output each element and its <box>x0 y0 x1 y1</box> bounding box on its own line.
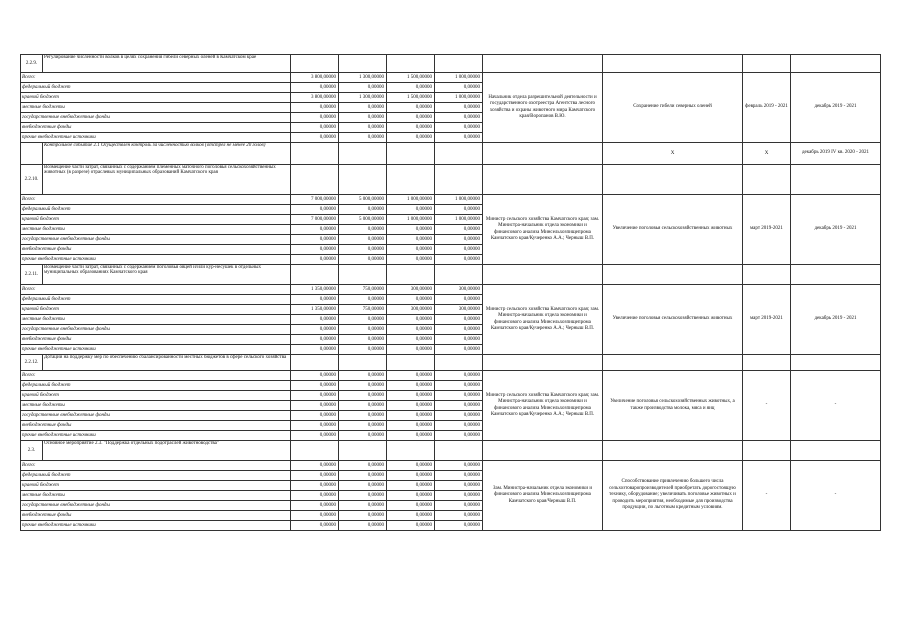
document-page <box>20 54 880 531</box>
control-x-cell: X <box>603 143 743 165</box>
cell-2021: 0,00000 <box>435 245 483 255</box>
block-title: Регулирование численности волков в целях сохранения гибели северных оленей в Камчатском крае <box>43 55 291 73</box>
cell-2020: 0,00000 <box>387 511 435 521</box>
row-label: Всего: <box>21 285 291 295</box>
cell-2019: 0,00000 <box>339 245 387 255</box>
executor-cell: Министр сельского хозяйства Камчатского края; зам. Министра-начальник отдела экономики и финансового анализа Минсельхозпищепрома Камчатского края/Кучеренко А.А.; Черныш В.П. <box>483 285 603 355</box>
block-code: 2.2.11. <box>21 265 43 285</box>
cell-2020: 0,00000 <box>387 325 435 335</box>
cell-2021: 0,00000 <box>435 225 483 235</box>
cell-2019: 0,00000 <box>339 295 387 305</box>
cell-2021: 0,00000 <box>435 501 483 511</box>
cell-2019: 0,00000 <box>339 335 387 345</box>
cell-2019: 0,00000 <box>339 255 387 265</box>
cell-2019: 0,00000 <box>339 113 387 123</box>
cell-2019: 0,00000 <box>339 511 387 521</box>
cell-2021: 0,00000 <box>435 481 483 491</box>
cell-2020: 0,00000 <box>387 421 435 431</box>
block-code: 2.2.9. <box>21 55 43 73</box>
cell-2021: 1 000,00000 <box>435 195 483 205</box>
row-label: прочие внебюджетные источники <box>21 255 291 265</box>
end-date-cell: - <box>791 371 881 441</box>
row-label: федеральный бюджет <box>21 381 291 391</box>
table-row <box>21 371 881 381</box>
row-label: местные бюджеты <box>21 225 291 235</box>
cell-total: 1 350,00000 <box>291 285 339 295</box>
cell-2019: 750,00000 <box>339 285 387 295</box>
table-row <box>21 73 881 83</box>
cell-2019: 0,00000 <box>339 501 387 511</box>
row-label: государственные внебюджетные фонды <box>21 113 291 123</box>
executor-cell: Зам. Министра-начальник отдела экономики и финансового анализа Минсельхозпищепрома Камчатского края/Черныш В.П. <box>483 461 603 531</box>
row-label: Всего: <box>21 73 291 83</box>
cell-2020: 0,00000 <box>387 481 435 491</box>
cell-2020: 0,00000 <box>387 295 435 305</box>
cell-2021: 0,00000 <box>435 123 483 133</box>
cell-2020: 0,00000 <box>387 335 435 345</box>
result-cell: Увеличение поголовья сельскохозяйственных животных <box>603 195 743 265</box>
cell-2020: 0,00000 <box>387 133 435 143</box>
cell-2019: 0,00000 <box>339 205 387 215</box>
row-label: местные бюджеты <box>21 401 291 411</box>
cell-2020: 1 500,00000 <box>387 93 435 103</box>
cell-total: 0,00000 <box>291 511 339 521</box>
row-label: прочие внебюджетные источники <box>21 345 291 355</box>
row-label: федеральный бюджет <box>21 83 291 93</box>
cell-total: 0,00000 <box>291 521 339 531</box>
budget-table <box>20 54 881 531</box>
cell-2021: 0,00000 <box>435 113 483 123</box>
cell-2019: 0,00000 <box>339 401 387 411</box>
block-code: 2.3. <box>21 441 43 461</box>
cell-2019: 1 300,00000 <box>339 93 387 103</box>
cell-total: 0,00000 <box>291 335 339 345</box>
row-label: Всего: <box>21 461 291 471</box>
executor-cell: Министр сельского хозяйства Камчатского края; зам. Министра-начальник отдела экономики и финансового анализа Минсельхозпищепрома Камчатского края/Кучеренко А.А.; Черныш В.П. <box>483 195 603 265</box>
block-title: Основное мероприятие 2.3. "Поддержка отдельных подотраслей животноводства" <box>43 441 291 461</box>
cell-2021: 1 000,00000 <box>435 73 483 83</box>
cell-2020: 0,00000 <box>387 205 435 215</box>
start-date-cell: март 2019-2021 <box>743 285 791 355</box>
cell-2020: 1 000,00000 <box>387 195 435 205</box>
table-row <box>21 285 881 295</box>
block-code: 2.2.10. <box>21 165 43 195</box>
cell-2019: 5 000,00000 <box>339 215 387 225</box>
block-title: Возмещение части затрат, связанных с содержанием племенных маточного поголовья сельскохозяйственных животных (в разрезе) отраслевых муниципальных образований Камчатского края <box>43 165 291 195</box>
cell-2020: 0,00000 <box>387 103 435 113</box>
cell-total: 1 350,00000 <box>291 305 339 315</box>
cell-2021: 0,00000 <box>435 421 483 431</box>
cell-2020: 0,00000 <box>387 225 435 235</box>
cell-2021: 0,00000 <box>435 411 483 421</box>
cell-total: 0,00000 <box>291 315 339 325</box>
cell-total: 0,00000 <box>291 421 339 431</box>
cell-2021: 0,00000 <box>435 431 483 441</box>
cell-2019: 0,00000 <box>339 235 387 245</box>
end-date-cell: - <box>791 461 881 531</box>
cell-2021: 0,00000 <box>435 391 483 401</box>
cell-total: 0,00000 <box>291 113 339 123</box>
cell-total: 7 000,00000 <box>291 215 339 225</box>
cell-2021: 0,00000 <box>435 255 483 265</box>
cell-2019: 0,00000 <box>339 325 387 335</box>
cell-2021: 0,00000 <box>435 295 483 305</box>
cell-2019: 0,00000 <box>339 381 387 391</box>
cell-2021: 1 000,00000 <box>435 93 483 103</box>
cell-2019: 5 000,00000 <box>339 195 387 205</box>
cell-total: 0,00000 <box>291 123 339 133</box>
cell-2021: 0,00000 <box>435 401 483 411</box>
executor-cell: Министр сельского хозяйства Камчатского края; зам. Министра-начальник отдела экономики и финансового анализа Минсельхозпищепрома Камчатского края/Кучеренко А.А.; Черныш В.П. <box>483 371 603 441</box>
cell-2020: 300,00000 <box>387 285 435 295</box>
cell-total: 0,00000 <box>291 325 339 335</box>
row-label: краевой бюджет <box>21 215 291 225</box>
cell-2021: 0,00000 <box>435 205 483 215</box>
block-title: Возмещение части затрат, связанных с содержанием поголовья овцей и/или кур-несушек в отдельных муниципальных образованиях Камчатского края <box>43 265 291 285</box>
cell-2019: 1 300,00000 <box>339 73 387 83</box>
cell-total: 0,00000 <box>291 411 339 421</box>
cell-2020: 0,00000 <box>387 123 435 133</box>
cell-2019: 0,00000 <box>339 521 387 531</box>
cell-total: 0,00000 <box>291 431 339 441</box>
cell-total: 3 800,00000 <box>291 73 339 83</box>
row-label: прочие внебюджетные источники <box>21 521 291 531</box>
cell-2021: 0,00000 <box>435 521 483 531</box>
cell-2019: 0,00000 <box>339 315 387 325</box>
cell-total: 0,00000 <box>291 235 339 245</box>
cell-2021: 0,00000 <box>435 83 483 93</box>
cell-2019: 0,00000 <box>339 225 387 235</box>
result-cell: Увеличение поголовья сельскохозяйственных животных, а также производства молока, мяса и яиц <box>603 371 743 441</box>
cell-2020: 0,00000 <box>387 83 435 93</box>
row-label: государственные внебюджетные фонды <box>21 235 291 245</box>
cell-2021: 0,00000 <box>435 371 483 381</box>
result-cell: Способствование привлечению большего числа сельхозтоваропроизводителей приобретать дорогостоящую технику, оборудование; увеличивать поголовье животных и проводить мероприятия, необходимые для производства продукции, по льготным кредитным условиям. <box>603 461 743 531</box>
cell-total: 0,00000 <box>291 471 339 481</box>
cell-total: 0,00000 <box>291 345 339 355</box>
cell-total: 0,00000 <box>291 255 339 265</box>
cell-2019: 0,00000 <box>339 345 387 355</box>
row-label: государственные внебюджетные фонды <box>21 325 291 335</box>
block-header-row <box>21 355 881 371</box>
cell-2021: 0,00000 <box>435 235 483 245</box>
block-header-row <box>21 165 881 195</box>
cell-total: 0,00000 <box>291 381 339 391</box>
start-date-cell: март 2019-2021 <box>743 195 791 265</box>
cell-2021: 0,00000 <box>435 103 483 113</box>
cell-2021: 0,00000 <box>435 471 483 481</box>
cell-2019: 0,00000 <box>339 123 387 133</box>
cell-2020: 0,00000 <box>387 371 435 381</box>
cell-2020: 0,00000 <box>387 491 435 501</box>
cell-total: 0,00000 <box>291 295 339 305</box>
cell-2020: 0,00000 <box>387 345 435 355</box>
cell-2021: 0,00000 <box>435 133 483 143</box>
cell-2021: 0,00000 <box>435 345 483 355</box>
block-header-row <box>21 55 881 73</box>
block-header-row <box>21 265 881 285</box>
cell-total: 0,00000 <box>291 245 339 255</box>
result-cell: Сохранение гибели северных оленей <box>603 73 743 143</box>
start-date-cell: февраль 2019 - 2021 <box>743 73 791 143</box>
cell-2020: 0,00000 <box>387 521 435 531</box>
cell-2019: 0,00000 <box>339 471 387 481</box>
cell-2020: 0,00000 <box>387 245 435 255</box>
cell-2021: 300,00000 <box>435 285 483 295</box>
row-label: прочие внебюджетные источники <box>21 133 291 143</box>
row-label: краевой бюджет <box>21 391 291 401</box>
cell-2019: 0,00000 <box>339 391 387 401</box>
cell-2019: 0,00000 <box>339 431 387 441</box>
cell-total: 3 800,00000 <box>291 93 339 103</box>
cell-total: 0,00000 <box>291 501 339 511</box>
cell-2020: 0,00000 <box>387 501 435 511</box>
cell-total: 0,00000 <box>291 225 339 235</box>
control-date-cell: декабрь 2019 IV кв. 2020 - 2021 <box>791 143 881 165</box>
row-label: федеральный бюджет <box>21 471 291 481</box>
cell-2021: 0,00000 <box>435 315 483 325</box>
row-label: федеральный бюджет <box>21 205 291 215</box>
cell-2019: 0,00000 <box>339 461 387 471</box>
row-label: прочие внебюджетные источники <box>21 431 291 441</box>
table-row <box>21 461 881 471</box>
cell-2020: 0,00000 <box>387 391 435 401</box>
cell-2019: 0,00000 <box>339 103 387 113</box>
row-label: внебюджетные фонды <box>21 245 291 255</box>
control-event-row <box>21 143 881 165</box>
row-label: краевой бюджет <box>21 93 291 103</box>
cell-2020: 0,00000 <box>387 411 435 421</box>
cell-total: 0,00000 <box>291 205 339 215</box>
cell-total: 0,00000 <box>291 391 339 401</box>
block-code: 2.2.12. <box>21 355 43 371</box>
cell-total: 0,00000 <box>291 83 339 93</box>
row-label: Всего: <box>21 195 291 205</box>
cell-2020: 0,00000 <box>387 315 435 325</box>
cell-2019: 0,00000 <box>339 133 387 143</box>
cell-2019: 0,00000 <box>339 371 387 381</box>
end-date-cell: декабрь 2019 - 2021 <box>791 285 881 355</box>
block-title: Дотации на поддержку мер по обеспечению сбалансированности местных бюджетов в сфере сельского хозяйства <box>43 355 291 371</box>
cell-total: 0,00000 <box>291 133 339 143</box>
row-label: внебюджетные фонды <box>21 123 291 133</box>
cell-2021: 0,00000 <box>435 511 483 521</box>
cell-2020: 0,00000 <box>387 401 435 411</box>
cell-2020: 1 000,00000 <box>387 215 435 225</box>
cell-2021: 1 000,00000 <box>435 215 483 225</box>
row-label: местные бюджеты <box>21 103 291 113</box>
cell-2019: 0,00000 <box>339 83 387 93</box>
row-label: внебюджетные фонды <box>21 511 291 521</box>
cell-2020: 0,00000 <box>387 113 435 123</box>
cell-2021: 0,00000 <box>435 461 483 471</box>
cell-2020: 0,00000 <box>387 255 435 265</box>
cell-2019: 0,00000 <box>339 481 387 491</box>
row-label: государственные внебюджетные фонды <box>21 501 291 511</box>
result-cell: Увеличение поголовья сельскохозяйственных животных <box>603 285 743 355</box>
cell-2020: 0,00000 <box>387 461 435 471</box>
cell-2021: 0,00000 <box>435 325 483 335</box>
end-date-cell: декабрь 2019 - 2021 <box>791 73 881 143</box>
control-event-text: Контрольное событие 2.1 Осуществлен контроль за численностью волков (отстрел не менее 20 голов) <box>43 143 291 165</box>
row-label: федеральный бюджет <box>21 295 291 305</box>
cell-2021: 0,00000 <box>435 335 483 345</box>
cell-total: 7 000,00000 <box>291 195 339 205</box>
table-row <box>21 195 881 205</box>
row-label: государственные внебюджетные фонды <box>21 411 291 421</box>
cell-total: 0,00000 <box>291 491 339 501</box>
cell-total: 0,00000 <box>291 461 339 471</box>
start-date-cell: - <box>743 461 791 531</box>
cell-2021: 0,00000 <box>435 381 483 391</box>
cell-2019: 0,00000 <box>339 411 387 421</box>
control-x-cell: X <box>743 143 791 165</box>
row-label: местные бюджеты <box>21 315 291 325</box>
row-label: Всего: <box>21 371 291 381</box>
row-label: внебюджетные фонды <box>21 335 291 345</box>
cell-total: 0,00000 <box>291 481 339 491</box>
row-label: краевой бюджет <box>21 481 291 491</box>
cell-2019: 0,00000 <box>339 421 387 431</box>
start-date-cell: - <box>743 371 791 441</box>
block-header-row <box>21 441 881 461</box>
cell-2020: 1 500,00000 <box>387 73 435 83</box>
row-label: внебюджетные фонды <box>21 421 291 431</box>
cell-2021: 300,00000 <box>435 305 483 315</box>
end-date-cell: декабрь 2019 - 2021 <box>791 195 881 265</box>
cell-total: 0,00000 <box>291 103 339 113</box>
row-label: краевой бюджет <box>21 305 291 315</box>
cell-2020: 0,00000 <box>387 431 435 441</box>
cell-2020: 0,00000 <box>387 471 435 481</box>
cell-total: 0,00000 <box>291 371 339 381</box>
executor-cell: Начальник отдела разрешительной деятельности и государственного охотреестра Агентства лесного хозяйства и охраны животного мира Камчатского края/Воропанов В.Ю. <box>483 73 603 143</box>
cell-total: 0,00000 <box>291 401 339 411</box>
cell-2020: 300,00000 <box>387 305 435 315</box>
row-label: местные бюджеты <box>21 491 291 501</box>
cell-2020: 0,00000 <box>387 235 435 245</box>
cell-2021: 0,00000 <box>435 491 483 501</box>
cell-2019: 0,00000 <box>339 491 387 501</box>
cell-2020: 0,00000 <box>387 381 435 391</box>
cell-2019: 750,00000 <box>339 305 387 315</box>
